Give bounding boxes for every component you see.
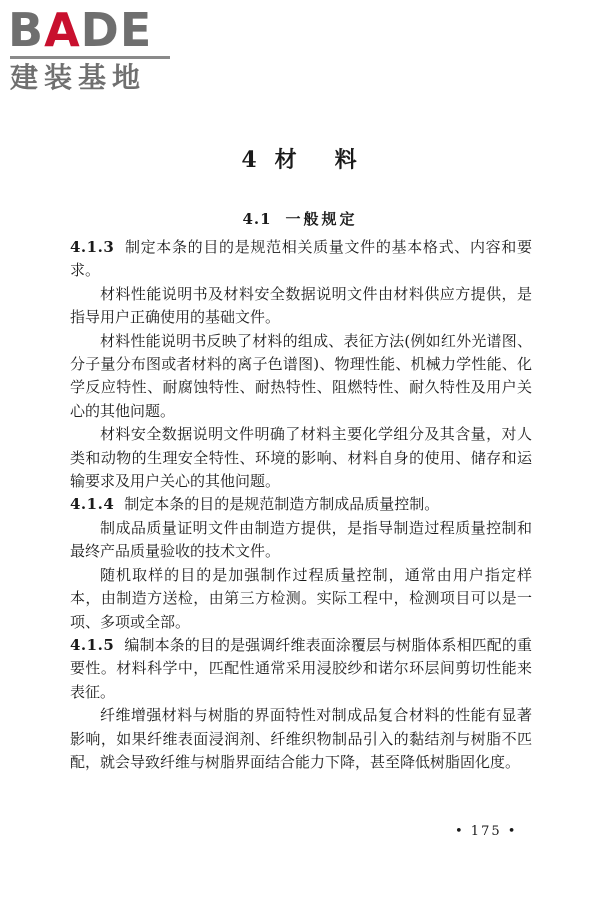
- paragraph-2: [70, 283, 532, 330]
- page-number: • 175 •: [455, 824, 518, 839]
- clause-number: 4.1.5: [70, 635, 115, 654]
- section-number: 4.1: [242, 210, 272, 228]
- paragraph-text: 随机取样的目的是加强制作过程质量控制，通常由用户指定样本，由制造方送检，由第三方检测。实际工程中，检测项目可以是一项、多项或全部。: [70, 565, 532, 631]
- logo-wordmark: BADE: [8, 3, 153, 57]
- paragraph-7: [70, 564, 532, 634]
- paragraph-4: [70, 423, 532, 493]
- paragraph-text: 材料性能说明书及材料安全数据说明文件由材料供应方提供，是指导用户正确使用的基础文件。: [70, 284, 532, 327]
- paragraph-text: 编制本条的目的是强调纤维表面涂覆层与树脂体系相匹配的重要性。材料科学中，匹配性通常采用浸胶纱和诺尔环层间剪切性能来表征。: [70, 635, 532, 701]
- clause-number: 4.1.3: [70, 238, 115, 256]
- paragraph-3: [70, 330, 532, 424]
- paragraph-text: 制定本条的目的是规范制造方制成品质量控制。: [124, 495, 440, 514]
- paragraph-8: [70, 634, 532, 704]
- paragraph-text: 制定本条的目的是规范相关质量文件的基本格式、内容和要求。: [70, 238, 532, 280]
- chapter-title: [0, 143, 600, 174]
- chapter-title-char-2: 料: [334, 147, 359, 173]
- paragraph-text: 纤维增强材料与树脂的界面特性对制成品复合材料的性能有显著影响，如果纤维表面浸润剂、纤维织物制品引入的黏结剂与树脂不匹配，就会导致纤维与树脂界面结合能力下降，甚至降低树脂固化度。: [70, 706, 532, 771]
- paragraph-text: 材料安全数据说明文件明确了材料主要化学组分及其含量，对人类和动物的生理安全特性、环境的影响、材料自身的使用、储存和运输要求及用户关心的其他问题。: [70, 425, 532, 491]
- chapter-number: 4: [241, 147, 259, 173]
- paragraph-5: [70, 493, 532, 516]
- paragraph-6: [70, 517, 532, 564]
- paragraph-text: 制成品质量证明文件由制造方提供，是指导制造过程质量控制和最终产品质量验收的技术文件。: [70, 518, 532, 561]
- paragraph-text: 材料性能说明书反映了材料的组成、表征方法(例如红外光谱图、分子量分布图或者材料的离子色谱图)、物理性能、机械力学性能、化学反应特性、耐腐蚀特性、耐热特性、阻燃特性、耐久特性及用户关心的其他问题。: [70, 331, 532, 420]
- logo-wordmark-accent: A: [44, 3, 81, 57]
- paragraph-1: [70, 236, 532, 283]
- logo-chinese-name: 建装基地: [10, 61, 147, 94]
- chapter-title-char-1: 材: [274, 147, 299, 173]
- bade-logo: [8, 4, 183, 95]
- paragraph-9: [70, 704, 532, 774]
- section-title: [0, 208, 600, 229]
- clause-number: 4.1.4: [70, 495, 115, 514]
- body-text: [70, 236, 532, 774]
- section-title-text: 一般规定: [285, 210, 358, 228]
